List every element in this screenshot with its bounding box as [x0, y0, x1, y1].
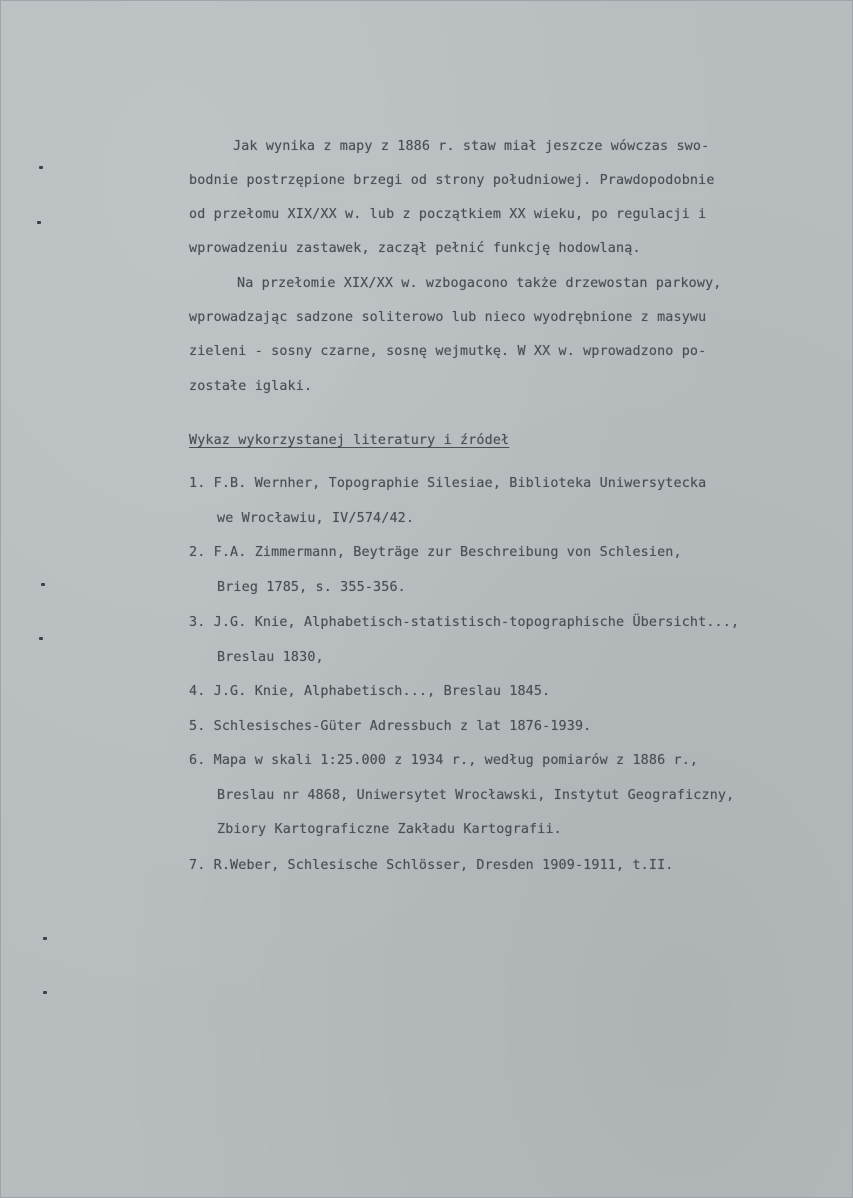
- bibliography-item-3-line-2: Breslau 1830,: [217, 650, 324, 665]
- margin-mark: [37, 221, 41, 224]
- margin-mark: [43, 937, 47, 940]
- bibliography-item-6-line-1: 6. Mapa w skali 1:25.000 z 1934 r., według pomiarów z 1886 r.,: [189, 753, 699, 768]
- bibliography-item-1-line-1: 1. F.B. Wernher, Topographie Silesiae, Biblioteka Uniwersytecka: [189, 476, 707, 491]
- margin-mark: [39, 166, 43, 169]
- bibliography-item-3-line-1: 3. J.G. Knie, Alphabetisch-statistisch-topographische Übersicht...,: [189, 615, 740, 630]
- paragraph-1-line-3: od przełomu XIX/XX w. lub z początkiem XX wieku, po regulacji i: [189, 207, 707, 222]
- bibliography-item-6-line-2: Breslau nr 4868, Uniwersytet Wrocławski, Instytut Geograficzny,: [217, 788, 735, 803]
- bibliography-item-4-line-1: 4. J.G. Knie, Alphabetisch..., Breslau 1845.: [189, 684, 551, 699]
- paragraph-2-line-1: Na przełomie XIX/XX w. wzbogacono także drzewostan parkowy,: [237, 276, 722, 291]
- paragraph-2-line-3: zieleni - sosny czarne, sosnę wejmutkę. W XX w. wprowadzono po-: [189, 344, 707, 359]
- margin-mark: [41, 583, 45, 586]
- bibliography-item-2-line-1: 2. F.A. Zimmermann, Beyträge zur Beschreibung von Schlesien,: [189, 545, 682, 560]
- paragraph-1-line-4: wprowadzeniu zastawek, zaczął pełnić funkcję hodowlaną.: [189, 241, 641, 256]
- paragraph-2-line-2: wprowadzając sadzone soliterowo lub nieco wyodrębnione z masywu: [189, 310, 707, 325]
- margin-mark: [43, 991, 47, 994]
- bibliography-item-7-line-1: 7. R.Weber, Schlesische Schlösser, Dresden 1909-1911, t.II.: [189, 858, 674, 873]
- bibliography-item-1-line-2: we Wrocławiu, IV/574/42.: [217, 511, 415, 526]
- bibliography-item-2-line-2: Brieg 1785, s. 355-356.: [217, 580, 406, 595]
- bibliography-heading: Wykaz wykorzystanej literatury i źródeł: [189, 433, 510, 448]
- paragraph-1-line-1: Jak wynika z mapy z 1886 r. staw miał jeszcze wówczas swo-: [233, 139, 710, 154]
- bibliography-item-6-line-3: Zbiory Kartograficzne Zakładu Kartografii.: [217, 822, 562, 837]
- paragraph-2-line-4: zostałe iglaki.: [189, 379, 313, 394]
- margin-mark: [39, 637, 43, 640]
- bibliography-item-5-line-1: 5. Schlesisches-Güter Adressbuch z lat 1876-1939.: [189, 719, 592, 734]
- paragraph-1-line-2: bodnie postrzępione brzegi od strony południowej. Prawdopodobnie: [189, 173, 715, 188]
